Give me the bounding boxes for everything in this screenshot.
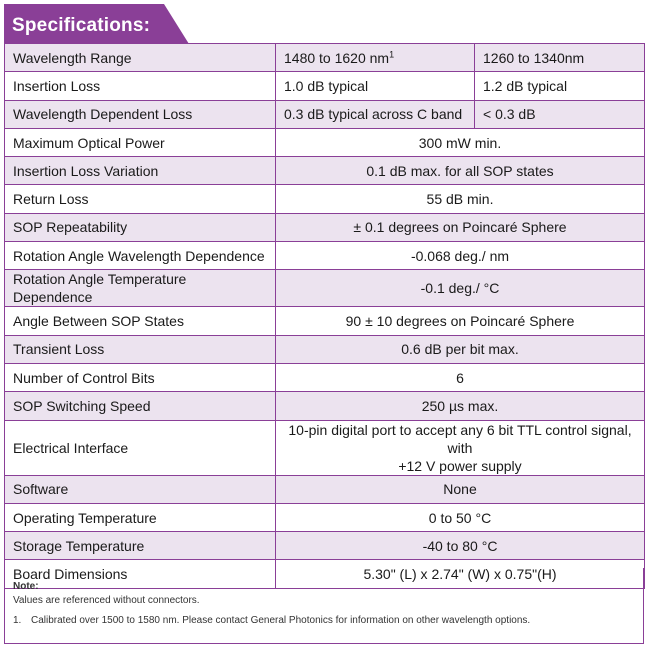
table-row: [5, 475, 645, 503]
row-label: Insertion Loss: [5, 72, 276, 100]
table-row: [5, 363, 645, 391]
row-label: Operating Temperature: [5, 503, 276, 531]
notes-section: [4, 568, 644, 644]
row-value: 6: [276, 363, 645, 391]
row-label: Electrical Interface: [5, 420, 276, 475]
row-label: Board Dimensions: [5, 560, 276, 588]
table-row: [5, 335, 645, 363]
row-value: 300 mW min.: [276, 128, 645, 156]
table-row: [5, 242, 645, 270]
spec-header: [4, 4, 644, 44]
table-row: [5, 420, 645, 475]
row-value: ± 0.1 degrees on Poincaré Sphere: [276, 213, 645, 241]
row-value: 1.0 dB typical: [276, 72, 475, 100]
row-value: 0 to 50 °C: [276, 503, 645, 531]
row-value: 0.1 dB max. for all SOP states: [276, 157, 645, 185]
table-row: [5, 72, 645, 100]
table-row: [5, 392, 645, 420]
spec-table: [4, 43, 645, 589]
page-title: Specifications:: [12, 15, 151, 36]
row-label: Number of Control Bits: [5, 363, 276, 391]
row-label: SOP Repeatability: [5, 213, 276, 241]
row-label: Angle Between SOP States: [5, 307, 276, 335]
row-label: Software: [5, 475, 276, 503]
table-row: [5, 532, 645, 560]
row-value: 55 dB min.: [276, 185, 645, 213]
row-value: None: [276, 475, 645, 503]
row-label: Wavelength Range: [5, 44, 276, 72]
row-label: Storage Temperature: [5, 532, 276, 560]
row-label: Maximum Optical Power: [5, 128, 276, 156]
row-value: -40 to 80 °C: [276, 532, 645, 560]
table-row: [5, 503, 645, 531]
footnote-text: Calibrated over 1500 to 1580 nm. Please contact General Photonics for information on other wavelength options.: [31, 615, 531, 626]
row-value: -0.1 deg./ °C: [276, 270, 645, 307]
row-value: 5.30" (L) x 2.74" (W) x 0.75"(H): [276, 560, 645, 588]
table-row: [5, 100, 645, 128]
note-text: Values are referenced without connectors.: [13, 595, 200, 606]
row-value: 0.3 dB typical across C band: [276, 100, 475, 128]
row-value: 250 µs max.: [276, 392, 645, 420]
table-row: [5, 157, 645, 185]
row-value: -0.068 deg./ nm: [276, 242, 645, 270]
row-label: Return Loss: [5, 185, 276, 213]
table-row: [5, 307, 645, 335]
row-label: SOP Switching Speed: [5, 392, 276, 420]
table-row: [5, 270, 645, 307]
footnote: [13, 615, 635, 626]
row-value: 1260 to 1340nm: [475, 44, 645, 72]
row-label: Wavelength Dependent Loss: [5, 100, 276, 128]
row-value: 1480 to 1620 $nm^1$: [276, 44, 475, 72]
table-row: [5, 213, 645, 241]
row-value: < 0.3 dB: [475, 100, 645, 128]
table-row: [5, 44, 645, 72]
row-value: 1.2 dB typical: [475, 72, 645, 100]
row-label: Rotation Angle Temperature Dependence: [5, 270, 276, 307]
row-value: 10-pin digital port to accept any 6 bit TTL control signal, with +12 V power supply: [276, 420, 645, 475]
row-value: 0.6 dB per bit max.: [276, 335, 645, 363]
row-value: 90 ± 10 degrees on Poincaré Sphere: [276, 307, 645, 335]
footnote-marker: 1: [389, 48, 395, 59]
table-row: [5, 185, 645, 213]
row-label: Rotation Angle Wavelength Dependence: [5, 242, 276, 270]
note-title: Note:: [13, 581, 39, 592]
footnote-number: 1.: [13, 615, 22, 626]
table-row: [5, 128, 645, 156]
row-label: Transient Loss: [5, 335, 276, 363]
row-label: Insertion Loss Variation: [5, 157, 276, 185]
